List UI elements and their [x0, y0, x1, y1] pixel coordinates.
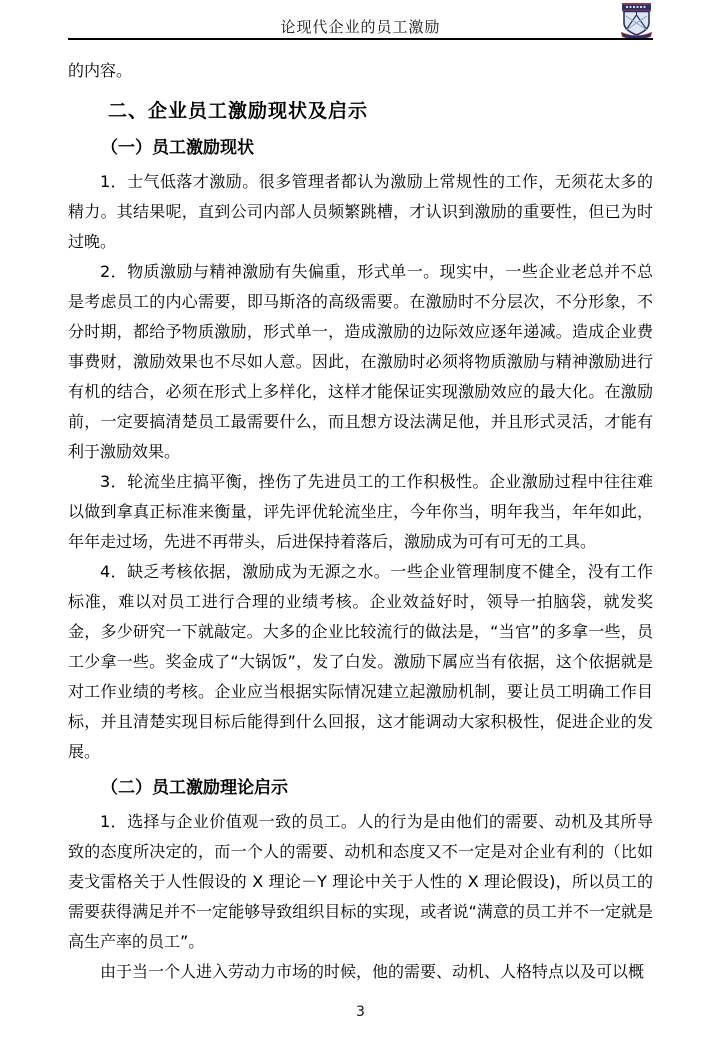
- body-paragraph: 由于当一个人进入劳动力市场的时候，他的需要、动机、人格特点以及可以概: [100, 962, 645, 981]
- page-footer: [0, 1004, 721, 1020]
- body-paragraph: 3．轮流坐庄搞平衡，挫伤了先进员工的工作积极性。企业激励过程中往往难以做到拿真正标准来衡量，评先评优轮流坐庄，今年你当，明年我当，年年如此，年年走过场，先进不再带头，后进保持着落后，激励成为可有可无的工具。: [68, 472, 653, 551]
- running-head-title: 论现代企业的员工激励: [280, 18, 441, 36]
- paragraph-continuation: 的内容。: [68, 61, 133, 80]
- header-rule: [68, 38, 653, 40]
- university-crest-logo: [620, 3, 653, 40]
- subsection-heading: （二）员工激励理论启示: [101, 778, 288, 798]
- page-number: 3: [356, 1004, 365, 1020]
- document-body: [68, 56, 653, 987]
- subsection-heading: （一）员工激励现状: [101, 138, 254, 158]
- body-paragraph: 1．士气低落才激励。很多管理者都认为激励上常规性的工作，无须花太多的精力。其结果呢，直到公司内部人员频繁跳槽，才认识到激励的重要性，但已为时过晚。: [68, 172, 653, 251]
- body-paragraph: 4．缺乏考核依据，激励成为无源之水。一些企业管理制度不健全，没有工作标准，难以对员工进行合理的业绩考核。企业效益好时，领导一拍脑袋，就发奖金，多少研究一下就敲定。大多的企业比较流行的做法是，“当官”的多拿一些，员工少拿一些。奖金成了“大锅饭”，发了白发。激励下属应当有依据，这个依据就是对工作业绩的考核。企业应当根据实际情况建立起激励机制，要让员工明确工作目标，并且清楚实现目标后能得到什么回报，这才能调动大家积极性，促进企业的发展。: [68, 562, 653, 761]
- university-crest-icon: [620, 3, 653, 40]
- body-paragraph: 2．物质激励与精神激励有失偏重，形式单一。现实中，一些企业老总并不总是考虑员工的内心需要，即马斯洛的高级需要。在激励时不分层次，不分形象，不分时期，都给予物质激励，形式单一，造成激励的边际效应逐年递减。造成企业费事费财，激励效果也不尽如人意。因此，在激励时必须将物质激励与精神激励进行有机的结合，必须在形式上多样化，这样才能保证实现激励效应的最大化。在激励前，一定要搞清楚员工最需要什么，而且想方设法满足他，并且形式灵活，才能有利于激励效果。: [68, 262, 653, 461]
- body-paragraph: 1．选择与企业价值观一致的员工。人的行为是由他们的需要、动机及其所导致的态度所决定的，而一个人的需要、动机和态度又不一定是对企业有利的（比如麦戈雷格关于人性假设的 X 理论－Y 理论中关于人性的 X 理论假设)，所以员工的需要获得满足并不一定能够导致组织目标的实现，或者说“满意的员工并不一定就是高生产率的员工”。: [68, 812, 653, 951]
- section-heading: 二、企业员工激励现状及启示: [108, 100, 369, 122]
